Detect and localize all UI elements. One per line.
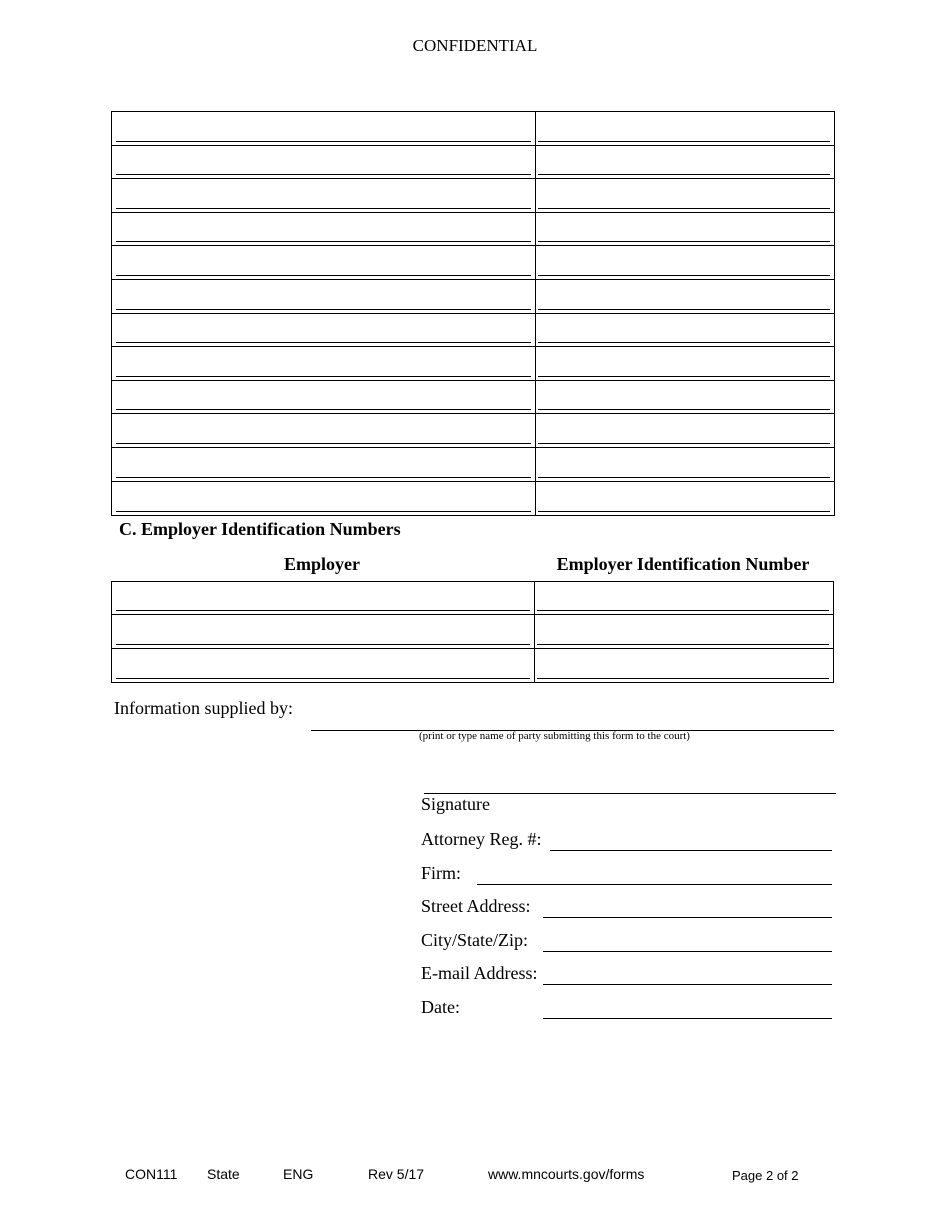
continuation-table-cell-left xyxy=(112,314,536,347)
street-address-field[interactable] xyxy=(543,917,832,918)
continuation-table-row xyxy=(112,280,834,314)
continuation-table-entry-line[interactable] xyxy=(538,174,830,175)
footer-page-number: Page 2 of 2 xyxy=(732,1168,799,1183)
table-continuation xyxy=(111,111,835,516)
email-address-field[interactable] xyxy=(543,984,832,985)
date-field[interactable] xyxy=(543,1018,832,1019)
continuation-table-cell-right xyxy=(534,314,834,347)
continuation-table-entry-line[interactable] xyxy=(538,511,830,512)
email-address-label: E-mail Address: xyxy=(421,963,538,983)
continuation-table-cell-right xyxy=(534,280,834,313)
street-address-label: Street Address: xyxy=(421,896,531,916)
continuation-table-cell-left xyxy=(112,112,536,145)
continuation-table-cell-left xyxy=(112,246,536,279)
section-c-title: C. Employer Identification Numbers xyxy=(119,519,401,539)
employer-table-cell-left xyxy=(112,649,535,682)
continuation-table-row xyxy=(112,414,834,448)
continuation-table-cell-left xyxy=(112,482,536,516)
continuation-table-cell-right xyxy=(534,381,834,414)
date-label: Date: xyxy=(421,997,460,1017)
continuation-table-row xyxy=(112,314,834,348)
continuation-table-entry-line[interactable] xyxy=(538,208,830,209)
employer-table-entry-line[interactable] xyxy=(116,610,530,611)
continuation-table-cell-left xyxy=(112,280,536,313)
footer-revision: Rev 5/17 xyxy=(368,1166,425,1182)
employer-table-entry-line[interactable] xyxy=(116,678,530,679)
continuation-table-entry-line[interactable] xyxy=(116,376,531,377)
continuation-table-entry-line[interactable] xyxy=(116,241,531,242)
continuation-table-row xyxy=(112,482,834,516)
continuation-table-row xyxy=(112,112,834,146)
continuation-table-entry-line[interactable] xyxy=(116,409,531,410)
firm-label: Firm: xyxy=(421,863,462,883)
footer-jurisdiction: State xyxy=(207,1166,240,1182)
continuation-table-cell-left xyxy=(112,414,536,447)
continuation-table-cell-right xyxy=(534,213,834,246)
continuation-table-cell-left xyxy=(112,381,536,414)
employer-table-cell-right xyxy=(533,582,833,614)
continuation-table-entry-line[interactable] xyxy=(538,141,830,142)
employer-table-cell-left xyxy=(112,615,535,647)
continuation-table-entry-line[interactable] xyxy=(538,275,830,276)
footer-language: ENG xyxy=(283,1166,314,1182)
continuation-table-entry-line[interactable] xyxy=(116,208,531,209)
continuation-table-row xyxy=(112,347,834,381)
continuation-table-row xyxy=(112,146,834,180)
continuation-table-entry-line[interactable] xyxy=(116,342,531,343)
continuation-table-entry-line[interactable] xyxy=(538,309,830,310)
continuation-table-cell-right xyxy=(534,246,834,279)
continuation-table-entry-line[interactable] xyxy=(538,409,830,410)
city-state-zip-field[interactable] xyxy=(543,951,832,952)
continuation-table-cell-left xyxy=(112,213,536,246)
continuation-table-entry-line[interactable] xyxy=(538,477,830,478)
employer-table-entry-line[interactable] xyxy=(116,644,530,645)
continuation-table-row xyxy=(112,179,834,213)
footer-url[interactable]: www.mncourts.gov/forms xyxy=(488,1166,645,1182)
continuation-table-cell-left xyxy=(112,179,536,212)
continuation-table-entry-line[interactable] xyxy=(116,477,531,478)
continuation-table-cell-right xyxy=(534,179,834,212)
continuation-table-cell-right xyxy=(534,414,834,447)
continuation-table-cell-right xyxy=(534,482,834,516)
continuation-table-entry-line[interactable] xyxy=(116,443,531,444)
employer-table-cell-right xyxy=(533,615,833,647)
continuation-table-row xyxy=(112,381,834,415)
continuation-table-entry-line[interactable] xyxy=(538,376,830,377)
information-supplied-label: Information supplied by: xyxy=(114,698,293,718)
continuation-table-entry-line[interactable] xyxy=(116,141,531,142)
continuation-table-entry-line[interactable] xyxy=(538,342,830,343)
continuation-table-cell-left xyxy=(112,347,536,380)
employer-table-row xyxy=(112,582,833,615)
firm-field[interactable] xyxy=(477,884,832,885)
continuation-table-entry-line[interactable] xyxy=(538,241,830,242)
continuation-table-cell-right xyxy=(534,112,834,145)
footer-form-code: CON111 xyxy=(125,1166,178,1182)
employer-table-entry-line[interactable] xyxy=(537,678,829,679)
continuation-table-cell-right xyxy=(534,347,834,380)
attorney-reg-label: Attorney Reg. #: xyxy=(421,829,542,849)
continuation-table-cell-right xyxy=(534,146,834,179)
attorney-reg-field[interactable] xyxy=(550,850,832,851)
continuation-table-row xyxy=(112,246,834,280)
continuation-table-cell-left xyxy=(112,448,536,481)
information-supplied-note: (print or type name of party submitting this form to the court) xyxy=(419,730,690,742)
continuation-table-entry-line[interactable] xyxy=(116,511,531,512)
continuation-table-entry-line[interactable] xyxy=(116,309,531,310)
employer-ein-table xyxy=(111,581,834,683)
signature-label: Signature xyxy=(421,794,490,814)
continuation-table-entry-line[interactable] xyxy=(116,174,531,175)
continuation-table-row xyxy=(112,448,834,482)
ein-column-header: Employer Identification Number xyxy=(556,554,810,574)
employer-column-header: Employer xyxy=(284,554,360,574)
continuation-table-cell-left xyxy=(112,146,536,179)
continuation-table-entry-line[interactable] xyxy=(116,275,531,276)
continuation-table-entry-line[interactable] xyxy=(538,443,830,444)
employer-table-cell-right xyxy=(533,649,833,682)
city-state-zip-label: City/State/Zip: xyxy=(421,930,528,950)
continuation-table-cell-right xyxy=(534,448,834,481)
employer-table-cell-left xyxy=(112,582,535,614)
document-header: CONFIDENTIAL xyxy=(412,36,538,55)
employer-table-row xyxy=(112,615,833,648)
continuation-table-row xyxy=(112,213,834,247)
employer-table-entry-line[interactable] xyxy=(537,644,829,645)
employer-table-row xyxy=(112,649,833,682)
employer-table-entry-line[interactable] xyxy=(537,610,829,611)
